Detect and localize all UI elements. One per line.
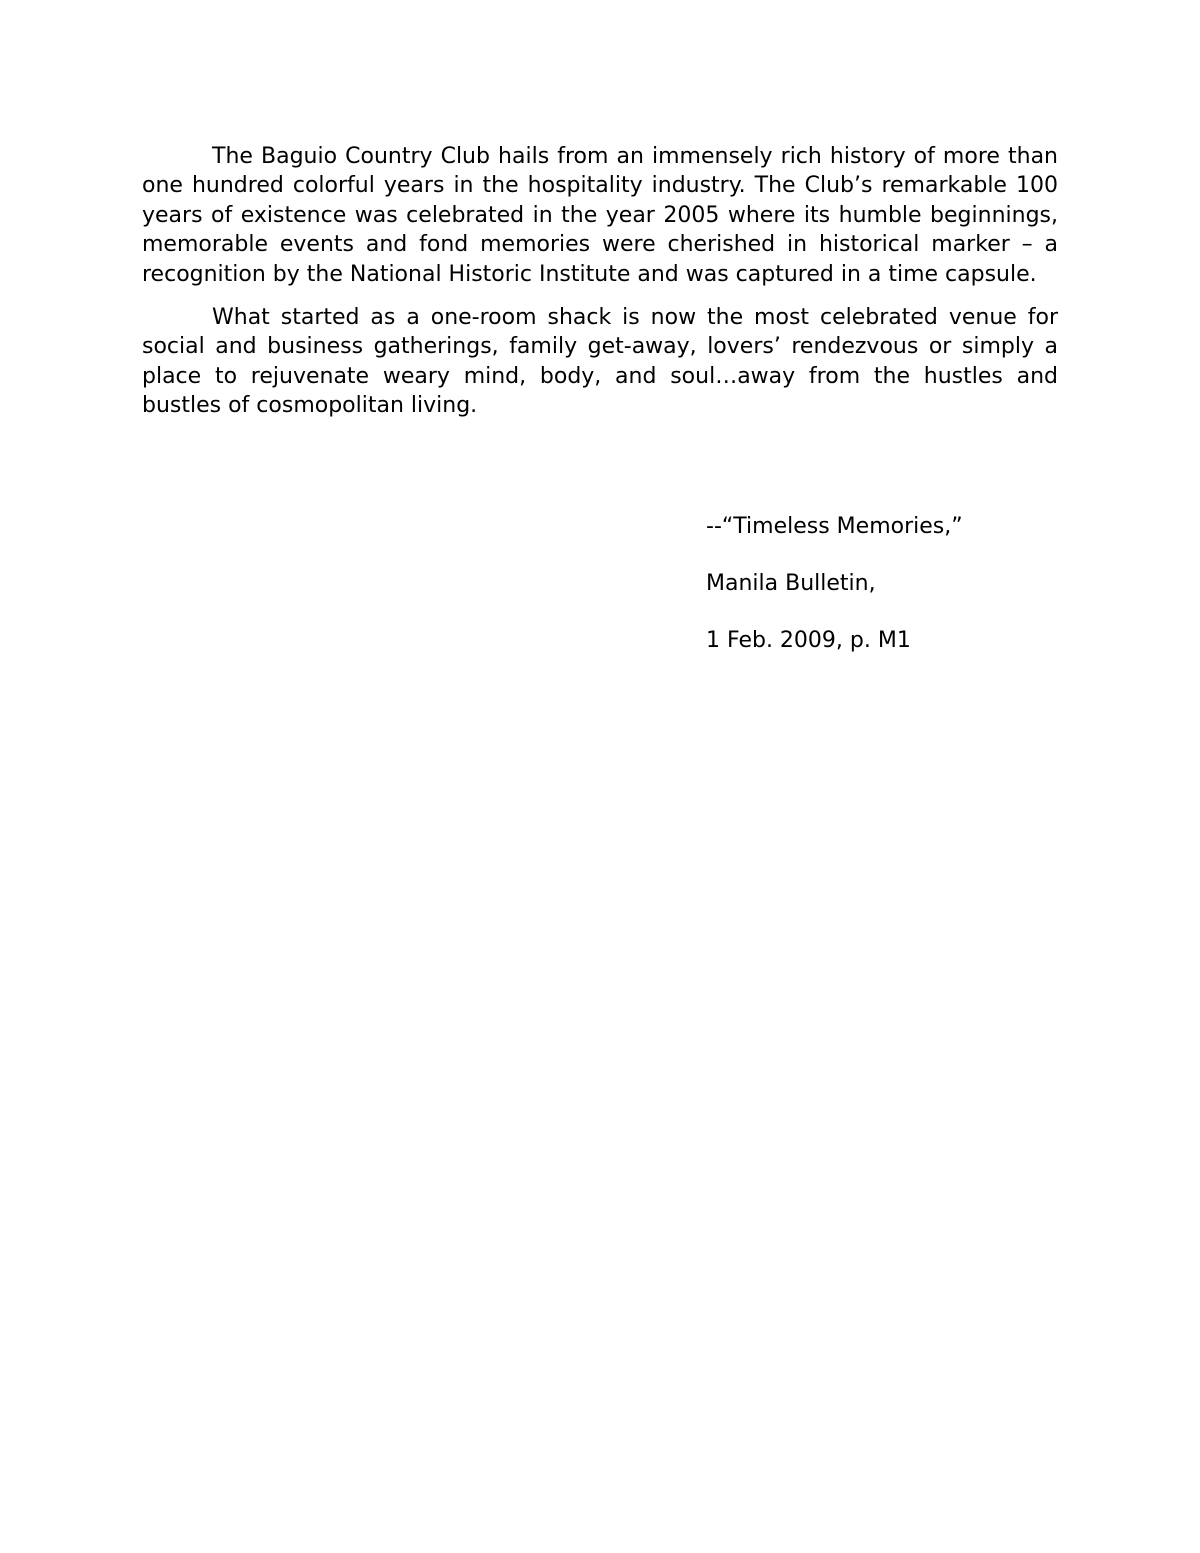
citation-publication: Manila Bulletin,: [706, 571, 876, 596]
citation-date-page: 1 Feb. 2009, p. M1: [706, 628, 911, 653]
paragraph-2: What started as a one-room shack is now the most celebrated venue for social and business gatherings, family get-away, lovers’ rendezvous or simply a place to rejuvenate weary mind, body, and soul…away from the hustles and bustles of cosmopolitan living.: [142, 305, 1058, 419]
citation-block: [706, 512, 1126, 683]
body-text: [142, 142, 1058, 435]
paragraph-1: The Baguio Country Club hails from an immensely rich history of more than one hundred colorful years in the hospitality industry. The Club’s remarkable 100 years of existence was celebrated in the year 2005 where its humble beginnings, memorable events and fond memories were cherished in historical marker – a recognition by the National Historic Institute and was captured in a time capsule.: [142, 144, 1058, 287]
citation-title: --“Timeless Memories,”: [706, 514, 963, 539]
